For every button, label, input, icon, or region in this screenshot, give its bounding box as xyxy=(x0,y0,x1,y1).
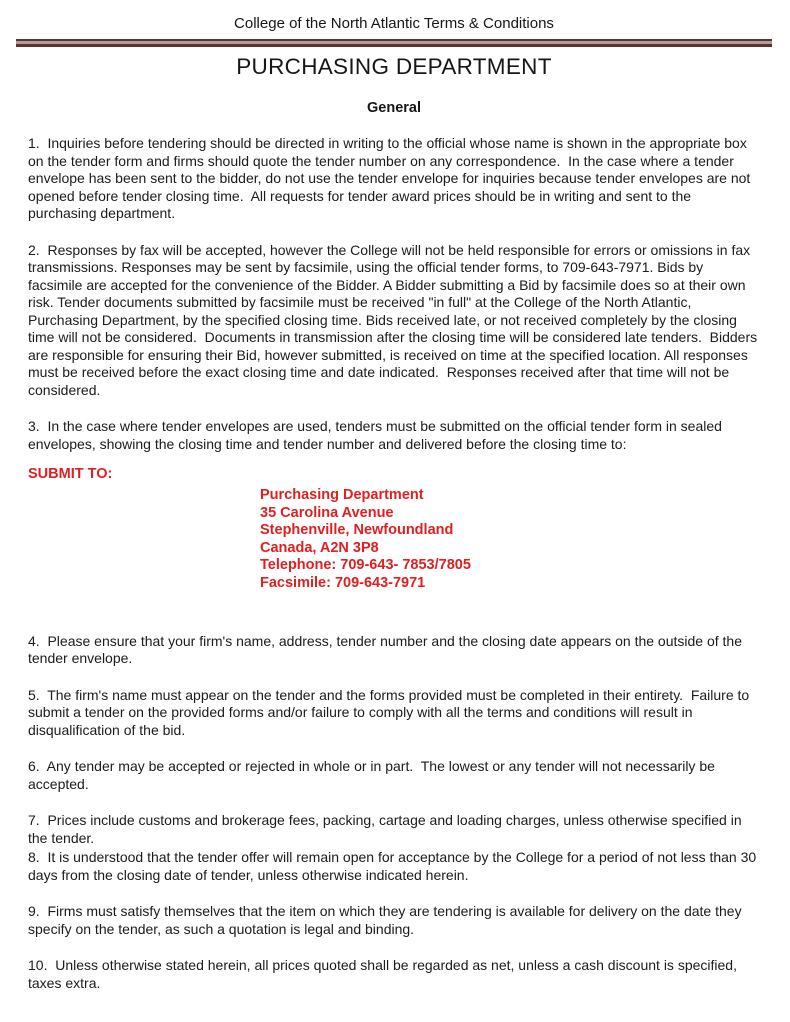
address-line-street: 35 Carolina Avenue xyxy=(260,504,394,521)
submit-address-block xyxy=(260,487,760,593)
header-divider-rule xyxy=(16,39,772,47)
paragraph-10: 10. Unless otherwise stated herein, all prices quoted shall be regarded as net, unless a cash discount is specified, taxes extra. xyxy=(28,957,741,991)
address-line-country-postal: Canada, A2N 3P8 xyxy=(260,539,379,556)
address-line-facsimile: Facsimile: 709-643-7971 xyxy=(260,574,426,591)
section-heading-general: General xyxy=(367,100,421,116)
paragraph-8: 8. It is understood that the tender offer will remain open for acceptance by the College for a period of not less than 30 days from the closing date of tender, unless otherwise indicated herein. xyxy=(28,849,761,883)
address-line-telephone: Telephone: 709-643- 7853/7805 xyxy=(260,557,471,574)
paragraph-3: 3. In the case where tender envelopes are used, tenders must be submitted on the official tender form in sealed envelopes, showing the closing time and tender number and delivered before the closing time to: xyxy=(28,418,726,452)
submit-to-label: SUBMIT TO: xyxy=(28,466,113,482)
paragraph-9: 9. Firms must satisfy themselves that the item on which they are tendering is available for delivery on the date they specify on the tender, as such a quotation is legal and binding. xyxy=(28,903,746,937)
paragraph-4: 4. Please ensure that your firm's name, address, tender number and the closing date appears on the outside of the tender envelope. xyxy=(28,632,746,667)
document-header-title: College of the North Atlantic Terms & Conditions xyxy=(234,15,554,32)
page-title: PURCHASING DEPARTMENT xyxy=(236,54,552,79)
paragraph-7: 7. Prices include customs and brokerage fees, packing, cartage and loading charges, unless otherwise specified in the tender. xyxy=(28,812,746,846)
paragraph-6: 6. Any tender may be accepted or rejected in whole or in part. The lowest or any tender will not necessarily be accepted. xyxy=(28,758,719,792)
address-line-department: Purchasing Department xyxy=(260,487,424,503)
address-line-city: Stephenville, Newfoundland xyxy=(260,522,454,539)
paragraph-1: 1. Inquiries before tendering should be directed in writing to the official whose name is shown in the appropriate box on the tender form and firms should quote the tender number on any correspondence. In the case where a tender envelope has been sent to the bidder, do not use the tender envelope for inquiries because tender envelopes are not opened before tender closing time. All requests for tender award prices should be in writing and sent to the purchasing department. xyxy=(28,135,755,221)
paragraph-5: 5. The firm's name must appear on the tender and the forms provided must be completed in their entirety. Failure to submit a tender on the provided forms and/or failure to comply with all the terms and conditions will result in disqualification of the bid. xyxy=(28,686,754,738)
paragraph-2: 2. Responses by fax will be accepted, however the College will not be held responsible for errors or omissions in fax transmissions. Responses may be sent by facsimile, using the official tender forms, to 709-643-7971. Bids by facsimile are accepted for the convenience of the Bidder. A Bidder submitting a Bid by facsimile does so at their own risk. Tender documents submitted by facsimile must be received "in full" at the College of the North Atlantic, Purchasing Department, by the specified closing time. Bids received late, or not received completely by the closing time will not be considered. Documents in transmission after the closing time will be considered late tenders. Bidders are responsible for ensuring their Bid, however submitted, is received on time at the specified location. All responses must be received before the exact closing time and date indicated. Responses received after that time will not be considered. xyxy=(28,241,762,398)
